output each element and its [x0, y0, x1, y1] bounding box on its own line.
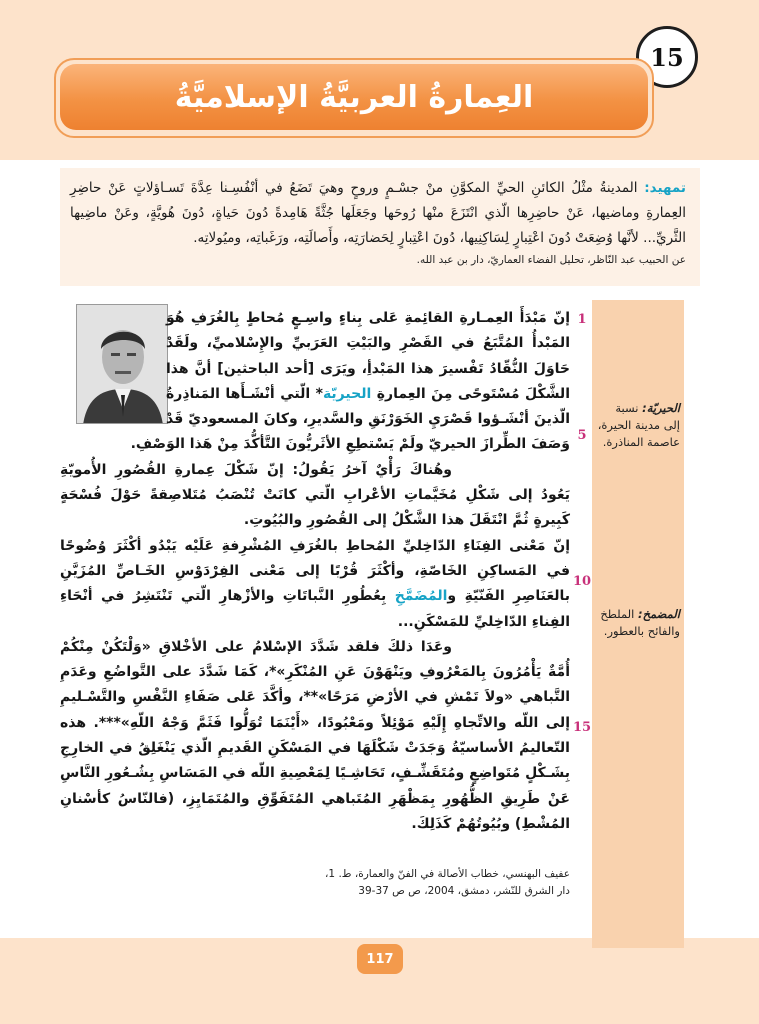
- line-number: 15: [572, 720, 592, 735]
- intro-paragraph: [70, 176, 686, 251]
- paragraph-3: [60, 534, 570, 635]
- line-number: 5: [577, 428, 587, 443]
- intro-label: تمهيد:: [644, 180, 686, 196]
- paragraph-2: [60, 458, 570, 534]
- main-text: [60, 306, 570, 837]
- lesson-number: 15: [636, 26, 698, 88]
- page-number: 117: [357, 944, 403, 974]
- glossary-term: المضمخ:: [638, 607, 680, 621]
- paragraph-text: * الّتي أنْشَـأَها المَناذِرةُ الّذينَ أنْشَـؤوا قَصْرَيِ الخَوَرْنَقِ والسَّديرِ، وكانَ المسعوديّ قَدْ وَصَفَ الطِّرازَ الحيريّ ولَمْ يَسْتطِعِ الأثَريُّونَ التَّأكُّدَ مِنْ هَذا الوَصْفِ.: [130, 385, 570, 453]
- glossary-definition: نسبة إلى مدينة الحيرة، عاصمة المناذرة.: [597, 401, 680, 449]
- paragraph-4: [60, 635, 570, 837]
- intro-source: عن الحبيب عبد النّاظر، تحليل الفضاء العماريّ، دار بن عبد الله.: [416, 254, 686, 266]
- line-number: 1: [577, 312, 587, 327]
- portrait-spacer: [60, 306, 166, 430]
- line-number: 10: [572, 574, 592, 589]
- paragraph-text: إنّ مَبْدَأَ العِمـارةِ القائِمةِ عَلى بِناءٍ واسِـعٍ مُحاطٍ بِالغُرَفِ هُوَ المَبْدأُ المُتَّبَعُ في القَصْرِ والبَيْتِ العَرَبيِّ والإِسْلاميِّ، ولَقَدْ حَاوَلَ النُّقّادُ تَفْسيرَ هذا المَبْدأِ، ويَرَى [أحد الباحثين] أنَّ هذا الشَّكْلَ مُسْتَوحًى مِنَ العِمارةِ: [166, 310, 570, 402]
- citation-line: دار الشرق للنّشر، دمشق، 2004، ص ص 37-39: [358, 885, 570, 897]
- paragraph-text: وهُناكَ رَأْيٌ آخرُ يَقُولُ: إنّ شَكْلَ عِمارةِ القُصُورِ الأُمويّةِ يَعُودُ إلى شَكْلِ مُخَيَّماتِ الأعْرابِ الّتي كانَتْ تُنْصَبُ مُتَلاصِقةً حَوْلَ فُسْحَةٍ كَبِيرةٍ ثُمَّ انْتَقَلَ هذا الشَّكْلُ إلى القُصُورِ والبُيُوتِ.: [60, 461, 570, 529]
- lesson-title: العِمارةُ العربيَّةُ الإسلاميَّةُ: [60, 64, 648, 130]
- source-citation: [100, 866, 570, 900]
- indent: [452, 458, 570, 459]
- glossary-item-hira: [596, 400, 680, 451]
- glossary-item-mudammakh: [596, 606, 680, 640]
- intro-text: المدينةُ مثْلُ الكائنِ الحيِّ المكوَّنِ منْ جسْـمٍ وروحٍ وهيَ تَضَعُ في أنْفُسِـنا عِدَّةَ تَسـاؤلاتٍ عَنْ حاضِرِ العِمارةِ وماضيها، عَنْ حاضِرِها الّذي انْتَزَعَ منْها رُوحَها وجَعَلَها جُثَّةً هَامِدةً دُونَ حَياةٍ، دُونَ هُويَّةٍ، وعَنْ ماضِيها الثَّريِّ... لأنَّها وُضِعَتْ دُونَ اعْتِبارٍ لِسَاكِنِيها، دُونَ اعْتِبارٍ لِحَضارَتِه، وأَصالَتِه، ورَغَباتِه، وميُولاتِه.: [70, 180, 686, 246]
- intro-box: [60, 168, 700, 286]
- paragraph-text: إنّ مَعْنى الفِنَاءِ الدّاخِليِّ المُحاطِ بالغُرَفِ المُشْرِفةِ عَلَيْه يَبْدُو أكْثَرَ وُضُوحًا في المَساكِنِ الخَاصّةِ، وأكْثَرَ قُرْبًا إلى مَعْنى الفِرْدَوْسِ الخَـاصِّ المُزَيَّنِ بالعَنَاصِرِ الفَنّيّةِ و: [60, 537, 570, 605]
- highlighted-term: المُضَمَّخِ: [394, 588, 448, 605]
- citation-line: عفيف البهنسي، خطاب الأصالة في الفنّ والعمارة، ط. 1،: [325, 868, 570, 880]
- indent: [452, 635, 570, 636]
- paragraph-text: بِعُطُورِ النَّباتَاتِ والأزْهارِ الّتي تَنْتَشِرُ في أنْحَاءِ الفِناءِ الدّاخِليِّ للمَسْكَنِ...: [60, 588, 570, 630]
- paragraph-text: وعَدَا ذلكَ فلقد شَدَّدَ الإسْلامُ على الأخْلاقِ «وَلْتَكُنْ مِنْكُمْ أُمَّةٌ يَأْمُرُونَ بِالمَعْرُوفِ ويَنْهَوْنَ عَنِ المُنْكَرِ»*، كَمَا شَدَّدَ على التَّواضُعِ وعَدَمِ التَّباهي «ولاَ تَمْشِ في الأرْضِ مَرَحًا»**، وأكَّدَ عَلى صَفَاءِ النَّفْسِ والتَّسْـليمِ إلى اللّه والاتِّجاهِ إِلَيْهِ مَوْئِلاً ومَعْبُودًا، «أَيْنَمَا تُوَلُّوا فَثَمَّ وَجْهُ اللّهِ»***. هذه التّعاليمُ الأساسيّةُ وَجَدَتْ شَكْلَهَا في المَسْكَنِ القَديمِ الّذي يَنْغَلِقُ في الخارِجِ بِشَـكْلٍ مُتَواضِعٍ ومُتَقَشِّـفٍ، تَحَاشِـيًا لِمَعْصِيةِ اللّه في المَسَاسِ بِشُـعُورِ النَّاسِ عَنْ طَرِيقِ الظُّهُورِ بِمَظْهَرِ المُتَباهي المُتَفَوِّقِ والمُتَمَايِزِ، (فالنّاسُ كأسْنانِ المُشْطِ) وبُيُوتُهُمْ كَذَلِكَ.: [60, 638, 570, 832]
- glossary-definition: الملطخ والفائح بالعطور.: [600, 607, 680, 638]
- glossary-term: الحيريّة:: [642, 401, 680, 415]
- highlighted-term: الحيريّة: [322, 385, 372, 402]
